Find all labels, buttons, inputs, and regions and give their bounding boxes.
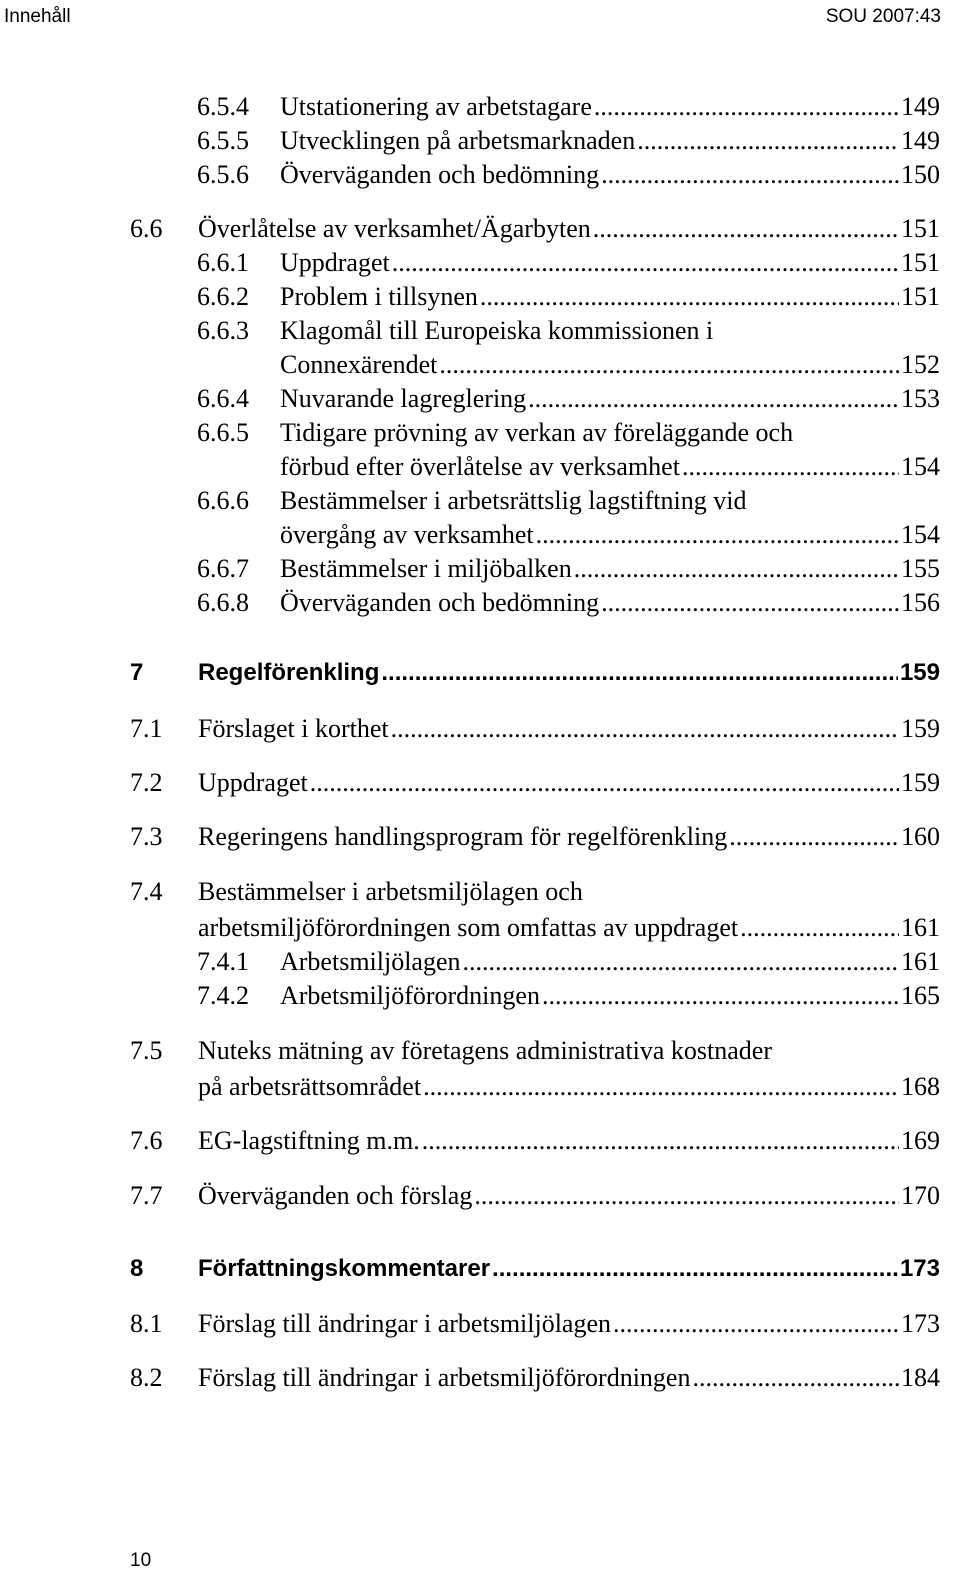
toc-entry[interactable] bbox=[197, 553, 940, 585]
entry-title: på arbetsrättsområdet bbox=[198, 1072, 422, 1101]
entry-page: 154 bbox=[901, 520, 940, 549]
dot-leader bbox=[310, 767, 899, 799]
dot-leader bbox=[740, 912, 899, 944]
entry-title: Bestämmelser i arbetsmiljölagen och bbox=[198, 877, 583, 906]
entry-number: 6.5.6 bbox=[197, 160, 249, 189]
toc-entry[interactable] bbox=[197, 315, 940, 347]
dot-leader bbox=[463, 946, 899, 978]
toc-entry[interactable] bbox=[130, 1308, 940, 1340]
entry-page: 149 bbox=[901, 126, 940, 155]
toc-entry[interactable] bbox=[197, 417, 940, 449]
toc-entry[interactable] bbox=[197, 281, 940, 313]
entry-page: 184 bbox=[901, 1363, 940, 1392]
entry-title: Uppdraget bbox=[198, 768, 308, 797]
entry-number: 6.6.8 bbox=[197, 588, 249, 617]
entry-number: 6.5.4 bbox=[197, 92, 249, 121]
entry-number: 6.6.6 bbox=[197, 486, 249, 515]
dot-leader bbox=[423, 1071, 899, 1103]
entry-title: förbud efter överlåtelse av verksamhet bbox=[280, 452, 680, 481]
entry-page: 161 bbox=[901, 913, 940, 942]
entry-title: Uppdraget bbox=[280, 248, 390, 277]
entry-number: 7.2 bbox=[130, 768, 163, 797]
entry-number: 7.4 bbox=[130, 877, 163, 906]
dot-leader bbox=[613, 1308, 899, 1340]
entry-number: 6.6.3 bbox=[197, 316, 249, 345]
entry-title: Överlåtelse av verksamhet/Ägarbyten bbox=[198, 214, 591, 243]
chapter-number: 8 bbox=[130, 1255, 144, 1282]
chapter-page: 159 bbox=[899, 659, 940, 686]
toc-entry[interactable] bbox=[197, 247, 940, 279]
entry-number: 8.1 bbox=[130, 1309, 163, 1338]
entry-title: Bestämmelser i miljöbalken bbox=[280, 554, 572, 583]
entry-page: 151 bbox=[901, 282, 940, 311]
toc-entry[interactable] bbox=[197, 485, 940, 517]
entry-number: 6.6.5 bbox=[197, 418, 249, 447]
dot-leader bbox=[574, 553, 899, 585]
dot-leader bbox=[381, 657, 898, 689]
entry-title: Överväganden och bedömning bbox=[280, 588, 600, 617]
dot-leader bbox=[593, 213, 899, 245]
entry-title: Överväganden och bedömning bbox=[280, 160, 600, 189]
entry-title: EG-lagstiftning m.m. bbox=[198, 1126, 420, 1155]
toc-entry[interactable] bbox=[130, 1035, 940, 1067]
dot-leader bbox=[392, 247, 899, 279]
entry-number: 6.6.1 bbox=[197, 248, 249, 277]
entry-title: Arbetsmiljöförordningen bbox=[280, 981, 540, 1010]
entry-number: 6.6 bbox=[130, 214, 163, 243]
toc-chapter[interactable] bbox=[130, 1253, 940, 1285]
toc-entry[interactable] bbox=[130, 213, 940, 245]
dot-leader bbox=[601, 587, 899, 619]
dot-leader bbox=[391, 713, 899, 745]
entry-title: Tidigare prövning av verkan av föreläggande och bbox=[280, 418, 794, 447]
entry-title: Connexärendet bbox=[280, 350, 438, 379]
entry-title: Arbetsmiljölagen bbox=[280, 947, 461, 976]
toc-entry[interactable] bbox=[130, 1362, 940, 1394]
dot-leader bbox=[637, 125, 899, 157]
entry-title: Nuteks mätning av företagens administrativa kostnader bbox=[198, 1036, 773, 1065]
toc-entry[interactable] bbox=[197, 125, 940, 157]
entry-number: 7.4.1 bbox=[197, 947, 249, 976]
entry-title: Nuvarande lagreglering bbox=[280, 384, 527, 413]
dot-leader bbox=[729, 821, 899, 853]
toc-entry[interactable] bbox=[197, 383, 940, 415]
entry-number: 8.2 bbox=[130, 1363, 163, 1392]
dot-leader bbox=[542, 980, 899, 1012]
toc-entry[interactable] bbox=[197, 587, 940, 619]
entry-page: 173 bbox=[901, 1309, 940, 1338]
dot-leader bbox=[422, 1125, 899, 1157]
toc-entry[interactable] bbox=[197, 946, 940, 978]
dot-leader bbox=[682, 451, 899, 483]
entry-page: 151 bbox=[901, 214, 940, 243]
entry-number: 6.5.5 bbox=[197, 126, 249, 155]
entry-number: 7.4.2 bbox=[197, 981, 249, 1010]
entry-number: 7.5 bbox=[130, 1036, 163, 1065]
toc-entry[interactable] bbox=[197, 159, 940, 191]
entry-title: övergång av verksamhet bbox=[280, 520, 534, 549]
entry-title: Klagomål till Europeiska kommissionen i bbox=[280, 316, 714, 345]
entry-title: Förslaget i korthet bbox=[198, 714, 389, 743]
entry-title: Regeringens handlingsprogram för regelförenkling bbox=[198, 822, 728, 851]
dot-leader bbox=[594, 91, 899, 123]
toc-entry-continuation[interactable] bbox=[280, 519, 940, 551]
chapter-title: Regelförenkling bbox=[198, 659, 380, 686]
entry-title: Överväganden och förslag bbox=[198, 1181, 473, 1210]
entry-page: 154 bbox=[901, 452, 940, 481]
entry-page: 156 bbox=[901, 588, 940, 617]
entry-page: 168 bbox=[901, 1072, 940, 1101]
entry-page: 159 bbox=[901, 714, 940, 743]
section-label: Innehåll bbox=[4, 6, 71, 27]
dot-leader bbox=[536, 519, 899, 551]
entry-number: 7.1 bbox=[130, 714, 163, 743]
entry-title: Utvecklingen på arbetsmarknaden bbox=[280, 126, 636, 155]
entry-page: 165 bbox=[901, 981, 940, 1010]
dot-leader bbox=[474, 1180, 899, 1212]
entry-title: Problem i tillsynen bbox=[280, 282, 478, 311]
entry-number: 6.6.7 bbox=[197, 554, 249, 583]
entry-title: Förslag till ändringar i arbetsmiljölagen bbox=[198, 1309, 612, 1338]
chapter-page: 173 bbox=[899, 1255, 940, 1282]
entry-page: 150 bbox=[901, 160, 940, 189]
toc-entry[interactable] bbox=[130, 876, 940, 908]
entry-page: 152 bbox=[901, 350, 940, 379]
entry-number: 6.6.4 bbox=[197, 384, 249, 413]
toc-entry-continuation[interactable] bbox=[280, 349, 940, 381]
dot-leader bbox=[480, 281, 899, 313]
document-id: SOU 2007:43 bbox=[825, 6, 941, 27]
entry-title: Förslag till ändringar i arbetsmiljöförordningen bbox=[198, 1363, 691, 1392]
toc-entry[interactable] bbox=[130, 1125, 940, 1157]
entry-title: Utstationering av arbetstagare bbox=[280, 92, 592, 121]
toc-entry[interactable] bbox=[130, 713, 940, 745]
entry-page: 155 bbox=[901, 554, 940, 583]
toc-entry[interactable] bbox=[197, 91, 940, 123]
entry-number: 7.3 bbox=[130, 822, 163, 851]
entry-page: 159 bbox=[901, 768, 940, 797]
dot-leader bbox=[528, 383, 899, 415]
entry-number: 7.7 bbox=[130, 1181, 163, 1210]
toc-entry[interactable] bbox=[130, 767, 940, 799]
entry-page: 149 bbox=[901, 92, 940, 121]
dot-leader bbox=[439, 349, 899, 381]
entry-page: 160 bbox=[901, 822, 940, 851]
chapter-title: Författningskommentarer bbox=[198, 1255, 491, 1282]
entry-page: 161 bbox=[901, 947, 940, 976]
entry-page: 151 bbox=[901, 248, 940, 277]
toc-entry[interactable] bbox=[197, 980, 940, 1012]
toc-chapter[interactable] bbox=[130, 657, 940, 689]
entry-title: arbetsmiljöförordningen som omfattas av uppdraget bbox=[198, 913, 739, 942]
toc-entry-continuation[interactable] bbox=[280, 451, 940, 483]
toc-entry[interactable] bbox=[130, 1180, 940, 1212]
dot-leader bbox=[692, 1362, 899, 1394]
toc-entry-continuation[interactable] bbox=[198, 912, 940, 944]
toc-entry-continuation[interactable] bbox=[198, 1071, 940, 1103]
entry-number: 6.6.2 bbox=[197, 282, 249, 311]
entry-page: 170 bbox=[901, 1181, 940, 1210]
dot-leader bbox=[601, 159, 899, 191]
entry-page: 169 bbox=[901, 1126, 940, 1155]
entry-page: 153 bbox=[901, 384, 940, 413]
entry-title: Bestämmelser i arbetsrättslig lagstiftning vid bbox=[280, 486, 747, 515]
entry-number: 7.6 bbox=[130, 1126, 163, 1155]
toc-entry[interactable] bbox=[130, 821, 940, 853]
dot-leader bbox=[492, 1253, 898, 1285]
chapter-number: 7 bbox=[130, 659, 144, 686]
page-number: 10 bbox=[130, 1550, 152, 1571]
